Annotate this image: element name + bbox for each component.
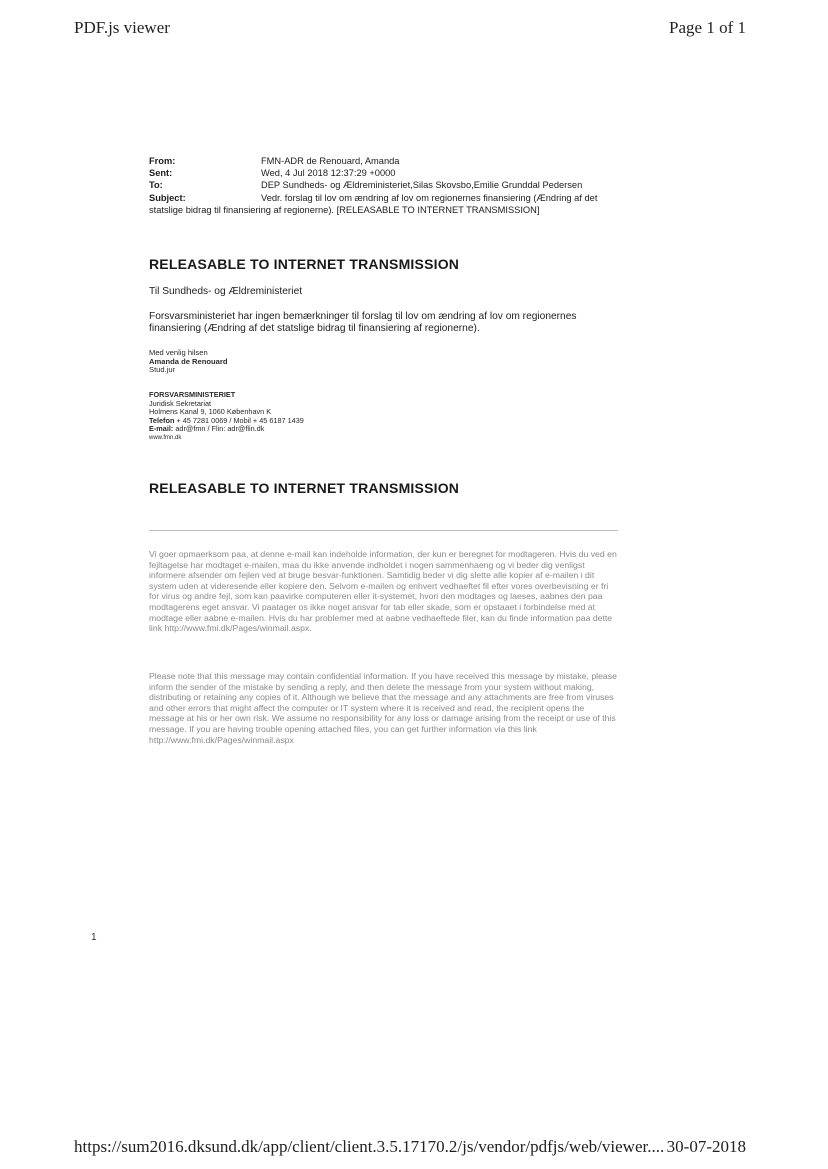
org-address: Holmens Kanal 9, 1060 København K xyxy=(149,407,272,417)
disclaimer-english: Please note that this message may contain confidential information. If you have received this message by mistake, please inform the sender of the mistake by sending a reply, and then delete the message from your system without making, distributing or retaining any copies of it. Although we believe that the message and any attachments are free from viruses and other errors that might affect the computer or IT system where it is received and read, the recipient opens the message at his or her own risk. We assume no responsibility for any loss or damage arising from the receipt or use of this message. If you are having trouble opening attached files, you can get further information via this link http://www.fmi.dk/Pages/winmail.aspx xyxy=(149,671,617,745)
signature xyxy=(149,349,227,375)
org-name: FORSVARSMINISTERIET xyxy=(149,390,236,399)
print-date: 30-07-2018 xyxy=(666,1137,746,1156)
page-indicator: Page 1 of 1 xyxy=(669,18,746,37)
page-number: 1 xyxy=(91,932,97,943)
viewer-title: PDF.js viewer xyxy=(74,18,170,37)
greeting: Til Sundheds- og Ældreministeriet xyxy=(149,286,303,297)
signature-closing: Med venlig hilsen xyxy=(149,348,208,357)
to-label: To: xyxy=(149,180,163,191)
org-email-label: E-mail: xyxy=(149,424,174,434)
sent-row xyxy=(149,167,619,179)
message-body: Forsvarsministeriet har ingen bemærkninger til forslag til lov om ændring af lov om regionernes finansiering (Ændring af det statslige bidrag til finansiering af regionerne). xyxy=(149,311,577,335)
org-phone-label: Telefon xyxy=(149,415,175,425)
classification-banner-bottom: RELEASABLE TO INTERNET TRANSMISSION xyxy=(149,480,460,496)
org-email-value: adr@fmn / Flin: adr@flin.dk xyxy=(175,424,265,434)
sent-value: Wed, 4 Jul 2018 12:37:29 +0000 xyxy=(261,168,396,179)
organization-block xyxy=(149,391,304,443)
from-label: From: xyxy=(149,156,176,166)
org-phone-value: + 45 7281 0069 / Mobil + 45 6187 1439 xyxy=(176,415,304,425)
viewer-url: https://sum2016.dksund.dk/app/client/client.3.5.17170.2/js/vendor/pdfjs/web/viewer.... xyxy=(74,1137,665,1156)
divider xyxy=(149,530,618,531)
disclaimer-danish: Vi goer opmaerksom paa, at denne e-mail kan indeholde information, der kun er beregnet for modtageren. Hvis du ved en fejltagelse har modtaget e-mailen, maa du ikke anvende indholdet i nogen sammenhaeng og vi beder dig venligst informere afsender om fejlen ved at bruge besvar-funktionen. Samtidig beder vi dig slette alle kopier af e-mailen i dit system uden at videresende eller kopiere den. Selvom e-mailen og enhvert vedhaeftet fil efter vores overbevisning er fri for virus og andre fejl, som kan paavirke computeren eller it-systemet, hvori den modtages og laeses, aabnes den paa modtagerens eget ansvar. Vi paatager os ikke noget ansvar for tab eller skade, som er opstaaet i forbindelse med at modtage eller aabne e-mailen. Hvis du har problemer med at aabne vedhaeftede filer, kan du finde information paa dette link http://www.fmi.dk/Pages/winmail.aspx. xyxy=(149,549,617,634)
from-value: FMN-ADR de Renouard, Amanda xyxy=(261,156,400,166)
subject-row xyxy=(149,192,619,216)
classification-banner-top: RELEASABLE TO INTERNET TRANSMISSION xyxy=(149,256,460,272)
signature-name: Amanda de Renouard xyxy=(149,356,228,366)
subject-value: Vedr. forslag til lov om ændring af lov om regionernes finansiering (Ændring af det statslige bidrag til finansiering af regionerne). [RELEASABLE TO INTERNET TRANSMISSION] xyxy=(149,192,598,215)
subject-label: Subject: xyxy=(149,192,186,203)
org-email-line xyxy=(149,425,304,434)
org-website: www.fmn.dk xyxy=(149,434,182,441)
sent-label: Sent: xyxy=(149,168,173,179)
to-value: DEP Sundheds- og Ældreministeriet,Silas Skovsbo,Emilie Grunddal Pedersen xyxy=(261,180,583,191)
email-header xyxy=(149,155,619,216)
to-row xyxy=(149,179,619,191)
from-row xyxy=(149,155,619,167)
org-department: Juridisk Sekretariat xyxy=(149,398,212,408)
signature-title: Stud.jur xyxy=(149,365,176,375)
